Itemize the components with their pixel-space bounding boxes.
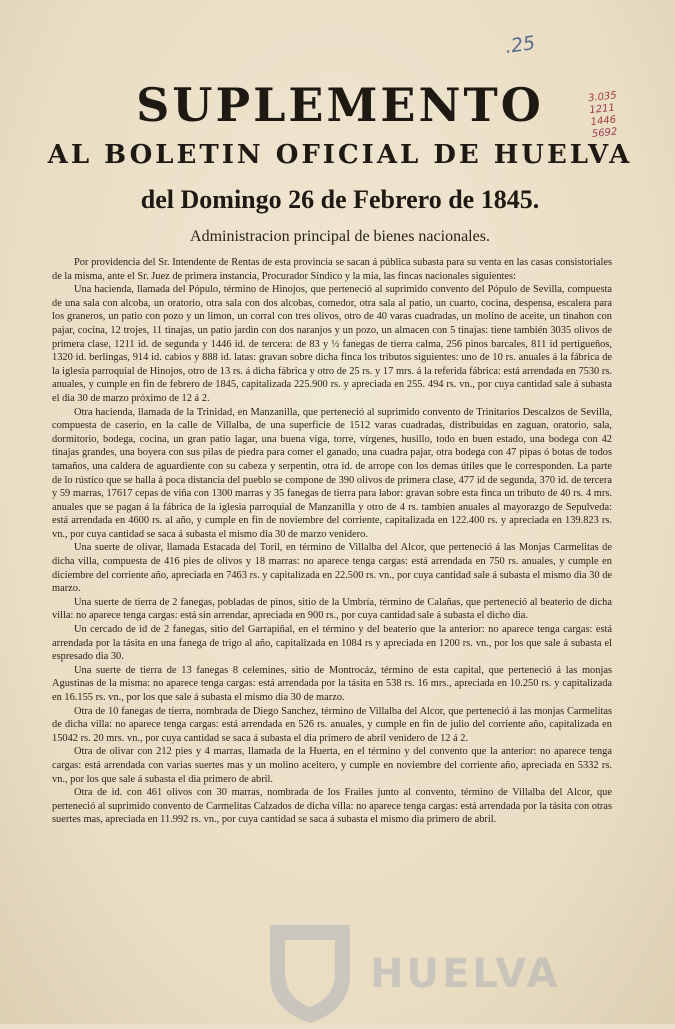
side-note-line: 5692 bbox=[591, 126, 618, 141]
paragraph-diego-sanchez: Otra de 10 fanegas de tierra, nombrada de Diego Sanchez, término de Villalba del Alcor, que perteneció á las monjas Carmelitas de dicha villa: no aparece tenga cargas: está arrendada en 526 rs. anuales, y cumple en fin de julio del corriente año, capitalizada en 15042 rs. 20 mrs. vn., por cuya cantidad se saca á subasta el dia primero de abril venidero de 12 á 2. bbox=[52, 705, 612, 744]
document-subtitle: AL BOLETIN OFICIAL DE HUELVA bbox=[47, 140, 633, 170]
section-heading: Administracion principal de bienes nacionales. bbox=[190, 228, 490, 245]
paragraph-populo: Una hacienda, llamada del Pópulo, término de Hinojos, que perteneció al suprimido convento del Pópulo de Sevilla, compuesta de una sala con alcoba, un oratorio, otra sala con dos alcobas, comedor, otra sala al patio, un cuarto, cocina, despensa, escalera para los graneros, un patio con pozo y un limon, un corral con tres olivos, otro de 40 varas cuadradas, un molino de aceite, un tinahon con pajar, cocina, 12 trojes, 11 tinajas, un patio jardin con dos naranjos y un pozo, un almacen con 5 tinajas: tiene también 3035 olivos de primera clase, 1211 id. de segunda y 1446 id. de tercera: de 83 y ½ fanegas de tierra calma, 256 pinos barcales, 811 id pertigueños, 1320 id. berlingas, 914 id. cabios y 888 id. latas: gravan sobre dicha finca los tributos siguientes: uno de 10 rs. anuales á la fábrica de la iglesia parroquial de Hinojos, otro de 13 rs. á dicha fábrica y otro de 25 rs. y 17 mrs. á la referida fábrica: está arrendada en 7530 rs. anuales, y cumple en fin de febrero de 1845, capitalizada 225.900 rs. y apreciada en 255. 494 rs. vn., por cuya cantidad sale á subasta el dia 30 de marzo próximo de 12 á 2. bbox=[52, 284, 612, 404]
side-note-line: 3.035 bbox=[587, 90, 618, 105]
document-title: SUPLEMENTO bbox=[136, 78, 544, 132]
paragraph-trinidad: Otra hacienda, llamada de la Trinidad, en Manzanilla, que perteneció al suprimido convento de Trinitarios Descalzos de Sevilla, compuesta de caserío, en la calle de Villalba, de una superficie de 1512 varas cuadradas, distribuidas en zaguan, oratorio, sala, dormitorio, bodega, cocina, un gran patio lagar, una buena viga, torre, vírgenes, husillo, todo en buen estado, una bodega con 42 tinajas grandes, una boyera con sus pilas de piedra para comer el ganado, una cuadra pajar, otra bodega con 47 pipas ó botas de todos tamaños, una caldera de aguardiente con su cabeza y serpentin, otra id. de arrope con los demas útiles que le corresponden. La parte de lo rústico que se halla á poca distancia del pueblo se compone de 390 olivos de primera clase, 477 id de segunda, 370 id. de tercera y 59 marras, 17617 cepas de viña con 1300 marras y 35 fanegas de tierra para labor: gravan sobre esta finca un tributo de 40 rs. 4 mrs. anuales que se pagan á la fábrica de la iglesia parroquial de Manzanilla y otro de 4 rs. tambien anuales al mayorazgo de Sepulveda: está arrendada en 4600 rs. al año, y cumple en fin de noviembre del corriente, capitalizada en 122.400 rs. y apreciada en 139.823 rs. vn., por cuya cantidad se saca á subasta el mismo dia 30 de marzo venidero. bbox=[52, 406, 612, 540]
paragraph-huerta: Otra de olivar con 212 pies y 4 marras, llamada de la Huerta, en el término y del convento que la anterior: no aparece tenga cargas: está arrendada con varias suertes mas y un molino aceitero, y cumple en noviembre del corriente año, apreciada en 5332 rs. vn., por los que sale á subasta el dia primero de abril. bbox=[52, 746, 612, 785]
side-note-line: 1211 bbox=[588, 102, 616, 117]
paragraph-umbria: Una suerte de tierra de 2 fanegas, pobladas de pinos, sitio de la Umbría, término de Calañas, que perteneció al beaterio de dicha villa: no aparece tenga cargas: está sin arrendar, apreciada en 900 rs., por cuya cantidad sale á subasta el dicho dia. bbox=[52, 596, 612, 622]
side-note-line: 1446 bbox=[590, 114, 617, 129]
paragraph-estacada: Una suerte de olivar, llamada Estacada del Toril, en término de Villalba del Alcor, que perteneció á las Monjas Carmelitas de dicha villa, compuesta de 416 pies de olivos y 18 marras: no aparece tenga cargas: está arrendada en 750 rs. anuales, y cumple en diciembre del corriente año, apreciada en 7463 rs. y capitalizada en 22.500 rs. vn., por cuya cantidad sale á subasta el mismo dia 30 de marzo. bbox=[52, 542, 612, 595]
paragraph-montrocaz: Una suerte de tierra de 13 fanegas 8 celemines, sitio de Montrocáz, término de esta capital, que perteneció á las monjas Agustinas de la misma: no aparece tenga cargas: está arrendada por la tásita en 538 rs. 16 mrs., apreciada en 10.250 rs. y capitalizada en 16.155 rs. vn., por los que sale á subasta el mismo dia 30 de marzo. bbox=[52, 664, 612, 703]
paragraph-frailes: Otra de id. con 461 olivos con 30 marras, nombrada de los Frailes junto al convento, término de Villalba del Alcor, que perteneció al suprimido convento de Carmelitas Calzados de dicha villa: no aparece tenga cargas: está arrendada por la tásita con otras suertes mas, apreciada en 11.992 rs. vn., por cuya cantidad se saca á subasta el mismo dia primero de abril. bbox=[52, 787, 612, 826]
handwritten-side-note bbox=[588, 87, 653, 141]
document-date: del Domingo 26 de Febrero de 1845. bbox=[140, 185, 540, 214]
handwritten-number: .25 bbox=[503, 32, 537, 58]
watermark-text: HUELVA bbox=[370, 951, 561, 997]
paragraph-garrapinal: Un cercado de id de 2 fanegas, sitio del Garrapiñal, en el término y del beaterio que la anterior: no aparece tenga cargas: está arrendada por la tásita en una fanega de trigo al año, capitalizada en 1084 rs y apreciada en 1200 rs. vn., por los que sale á subasta el espresado dia 30. bbox=[52, 624, 612, 663]
document-body bbox=[52, 256, 612, 1016]
paragraph-intro: Por providencia del Sr. Intendente de Rentas de esta provincia se sacan á pública subasta para su venta en las casas consistoriales de la misma, ante el Sr. Juez de primera instancia, Procurador Síndico y la mia, las fincas nacionales siguientes: bbox=[52, 257, 612, 282]
